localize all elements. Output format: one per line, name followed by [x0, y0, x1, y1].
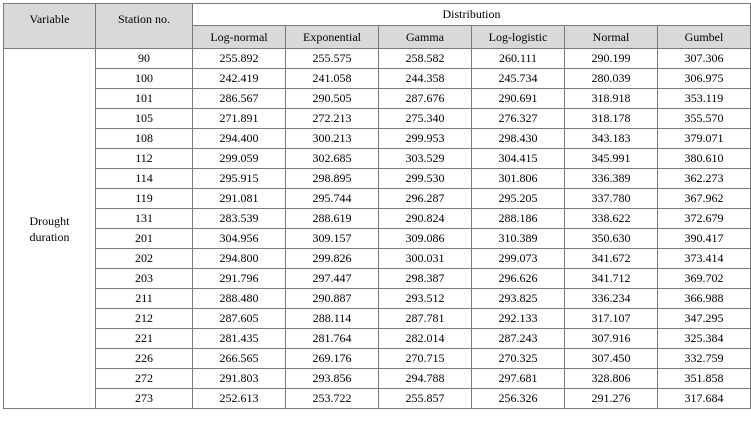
value-cell: 260.111 [472, 49, 565, 69]
value-cell: 291.803 [193, 369, 286, 389]
value-cell: 269.176 [286, 349, 379, 369]
table-row [4, 69, 751, 89]
value-cell: 293.856 [286, 369, 379, 389]
value-cell: 290.887 [286, 289, 379, 309]
value-cell: 367.962 [658, 189, 751, 209]
value-cell: 345.991 [565, 149, 658, 169]
value-cell: 252.613 [193, 389, 286, 409]
value-cell: 300.213 [286, 129, 379, 149]
distribution-header: Distribution [193, 4, 751, 26]
dist-header-log-normal: Log-normal [193, 26, 286, 49]
value-cell: 373.414 [658, 249, 751, 269]
dist-header-exponential: Exponential [286, 26, 379, 49]
value-cell: 242.419 [193, 69, 286, 89]
value-cell: 298.895 [286, 169, 379, 189]
value-cell: 256.326 [472, 389, 565, 409]
dist-header-normal: Normal [565, 26, 658, 49]
value-cell: 255.892 [193, 49, 286, 69]
station-cell: 221 [96, 329, 193, 349]
station-cell: 112 [96, 149, 193, 169]
value-cell: 351.858 [658, 369, 751, 389]
table-body [4, 49, 751, 409]
station-cell: 273 [96, 389, 193, 409]
station-cell: 202 [96, 249, 193, 269]
value-cell: 296.626 [472, 269, 565, 289]
value-cell: 258.582 [379, 49, 472, 69]
value-cell: 299.073 [472, 249, 565, 269]
value-cell: 288.619 [286, 209, 379, 229]
value-cell: 306.975 [658, 69, 751, 89]
station-cell: 272 [96, 369, 193, 389]
table-row [4, 149, 751, 169]
value-cell: 293.512 [379, 289, 472, 309]
value-cell: 336.234 [565, 289, 658, 309]
value-cell: 350.630 [565, 229, 658, 249]
value-cell: 287.243 [472, 329, 565, 349]
value-cell: 295.205 [472, 189, 565, 209]
value-cell: 290.691 [472, 89, 565, 109]
table-row [4, 169, 751, 189]
station-cell: 201 [96, 229, 193, 249]
table-row [4, 309, 751, 329]
value-cell: 276.327 [472, 109, 565, 129]
value-cell: 307.916 [565, 329, 658, 349]
value-cell: 307.306 [658, 49, 751, 69]
value-cell: 317.107 [565, 309, 658, 329]
value-cell: 283.539 [193, 209, 286, 229]
value-cell: 298.387 [379, 269, 472, 289]
value-cell: 309.157 [286, 229, 379, 249]
value-cell: 303.529 [379, 149, 472, 169]
value-cell: 338.622 [565, 209, 658, 229]
value-cell: 286.567 [193, 89, 286, 109]
value-cell: 282.014 [379, 329, 472, 349]
value-cell: 270.325 [472, 349, 565, 369]
table-row [4, 129, 751, 149]
station-cell: 212 [96, 309, 193, 329]
value-cell: 304.415 [472, 149, 565, 169]
value-cell: 275.340 [379, 109, 472, 129]
value-cell: 298.430 [472, 129, 565, 149]
value-cell: 291.276 [565, 389, 658, 409]
value-cell: 292.133 [472, 309, 565, 329]
value-cell: 332.759 [658, 349, 751, 369]
station-cell: 119 [96, 189, 193, 209]
value-cell: 304.956 [193, 229, 286, 249]
station-cell: 211 [96, 289, 193, 309]
table-row [4, 49, 751, 69]
station-cell: 203 [96, 269, 193, 289]
value-cell: 290.824 [379, 209, 472, 229]
value-cell: 293.825 [472, 289, 565, 309]
table-row [4, 289, 751, 309]
dist-header-gamma: Gamma [379, 26, 472, 49]
value-cell: 255.575 [286, 49, 379, 69]
value-cell: 372.679 [658, 209, 751, 229]
value-cell: 302.685 [286, 149, 379, 169]
station-cell: 105 [96, 109, 193, 129]
value-cell: 294.788 [379, 369, 472, 389]
value-cell: 366.988 [658, 289, 751, 309]
value-cell: 318.178 [565, 109, 658, 129]
value-cell: 380.610 [658, 149, 751, 169]
table-row [4, 189, 751, 209]
value-cell: 299.826 [286, 249, 379, 269]
value-cell: 336.389 [565, 169, 658, 189]
distribution-table [3, 3, 751, 409]
value-cell: 288.114 [286, 309, 379, 329]
value-cell: 299.530 [379, 169, 472, 189]
value-cell: 307.450 [565, 349, 658, 369]
value-cell: 300.031 [379, 249, 472, 269]
value-cell: 297.447 [286, 269, 379, 289]
value-cell: 355.570 [658, 109, 751, 129]
value-cell: 299.059 [193, 149, 286, 169]
station-cell: 108 [96, 129, 193, 149]
value-cell: 280.039 [565, 69, 658, 89]
table-row [4, 349, 751, 369]
value-cell: 390.417 [658, 229, 751, 249]
table-row [4, 89, 751, 109]
value-cell: 291.081 [193, 189, 286, 209]
value-cell: 309.086 [379, 229, 472, 249]
value-cell: 325.384 [658, 329, 751, 349]
station-cell: 131 [96, 209, 193, 229]
value-cell: 245.734 [472, 69, 565, 89]
value-cell: 296.287 [379, 189, 472, 209]
dist-header-gumbel: Gumbel [658, 26, 751, 49]
distribution-table-container [3, 3, 751, 409]
table-row [4, 109, 751, 129]
station-header: Station no. [96, 4, 193, 49]
table-row [4, 269, 751, 289]
value-cell: 362.273 [658, 169, 751, 189]
value-cell: 291.796 [193, 269, 286, 289]
value-cell: 244.358 [379, 69, 472, 89]
value-cell: 287.781 [379, 309, 472, 329]
station-cell: 114 [96, 169, 193, 189]
value-cell: 266.565 [193, 349, 286, 369]
station-cell: 100 [96, 69, 193, 89]
variable-header: Variable [4, 4, 96, 49]
value-cell: 287.676 [379, 89, 472, 109]
station-cell: 226 [96, 349, 193, 369]
value-cell: 271.891 [193, 109, 286, 129]
table-row [4, 229, 751, 249]
table-row [4, 249, 751, 269]
table-row [4, 329, 751, 349]
value-cell: 343.183 [565, 129, 658, 149]
value-cell: 347.295 [658, 309, 751, 329]
value-cell: 294.800 [193, 249, 286, 269]
value-cell: 369.702 [658, 269, 751, 289]
value-cell: 295.744 [286, 189, 379, 209]
value-cell: 290.199 [565, 49, 658, 69]
value-cell: 310.389 [472, 229, 565, 249]
value-cell: 281.435 [193, 329, 286, 349]
value-cell: 317.684 [658, 389, 751, 409]
value-cell: 341.712 [565, 269, 658, 289]
value-cell: 272.213 [286, 109, 379, 129]
station-cell: 90 [96, 49, 193, 69]
value-cell: 318.918 [565, 89, 658, 109]
value-cell: 295.915 [193, 169, 286, 189]
value-cell: 294.400 [193, 129, 286, 149]
table-row [4, 389, 751, 409]
value-cell: 353.119 [658, 89, 751, 109]
value-cell: 281.764 [286, 329, 379, 349]
table-header [4, 4, 751, 49]
value-cell: 297.681 [472, 369, 565, 389]
value-cell: 270.715 [379, 349, 472, 369]
station-cell: 101 [96, 89, 193, 109]
value-cell: 288.186 [472, 209, 565, 229]
value-cell: 341.672 [565, 249, 658, 269]
variable-cell [4, 49, 96, 409]
value-cell: 287.605 [193, 309, 286, 329]
variable-label-line2: duration [29, 229, 70, 244]
value-cell: 299.953 [379, 129, 472, 149]
value-cell: 337.780 [565, 189, 658, 209]
value-cell: 288.480 [193, 289, 286, 309]
value-cell: 379.071 [658, 129, 751, 149]
value-cell: 328.806 [565, 369, 658, 389]
value-cell: 290.505 [286, 89, 379, 109]
value-cell: 301.806 [472, 169, 565, 189]
table-row [4, 369, 751, 389]
dist-header-log-logistic: Log-logistic [472, 26, 565, 49]
value-cell: 253.722 [286, 389, 379, 409]
value-cell: 241.058 [286, 69, 379, 89]
variable-label-line1: Drought [29, 213, 70, 228]
value-cell: 255.857 [379, 389, 472, 409]
table-row [4, 209, 751, 229]
